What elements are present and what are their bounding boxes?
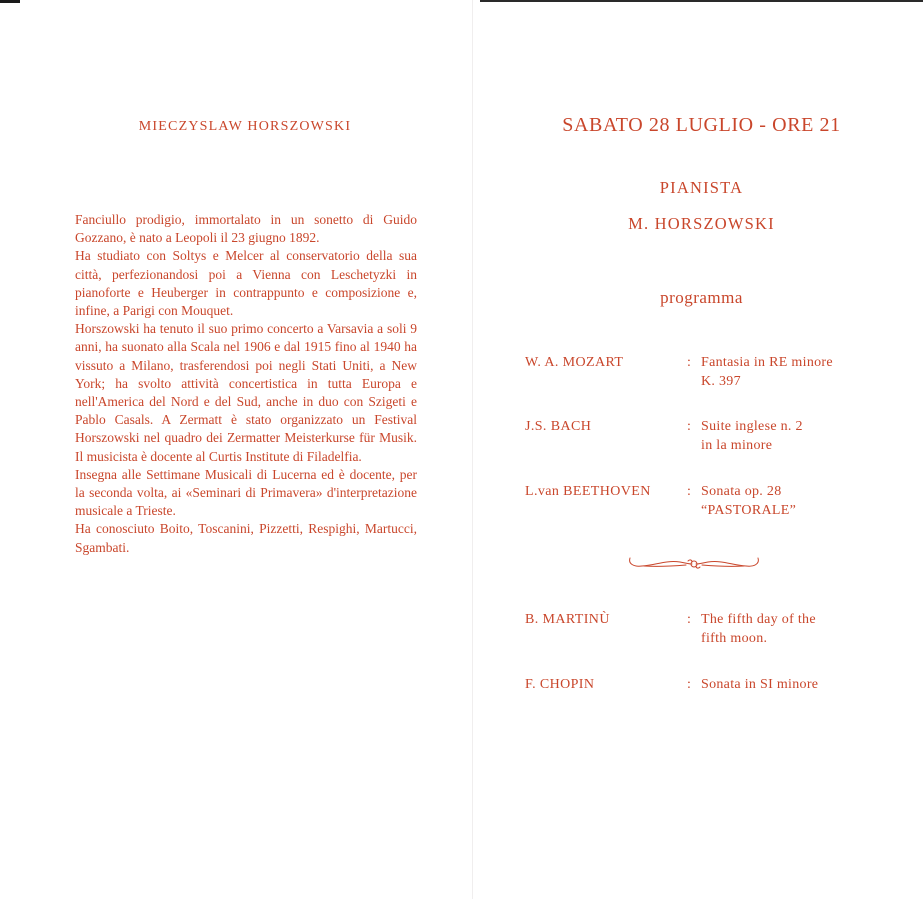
work-line: fifth moon. bbox=[701, 630, 768, 646]
separator: : bbox=[687, 677, 691, 692]
composer-name: B. MARTINÙ bbox=[525, 612, 610, 627]
separator: : bbox=[687, 355, 691, 370]
bio-paragraph: Fanciullo prodigio, immortalato in un sonetto di Guido Gozzano, è nato a Leopoli il 23 giugno 1892. bbox=[75, 212, 417, 246]
page-edge-shadow bbox=[480, 0, 923, 2]
separator: : bbox=[687, 612, 691, 627]
performer-role: PIANISTA bbox=[659, 178, 744, 197]
work-title bbox=[701, 418, 803, 455]
bio-paragraph: Insegna alle Settimane Musicali di Lucerna ed è docente, per la seconda volta, ai «Seminari di Primavera» d'interpretazione musicale a Trieste. bbox=[75, 466, 417, 519]
separator: : bbox=[687, 419, 691, 434]
work-title bbox=[701, 483, 796, 520]
work-title bbox=[701, 676, 818, 695]
work-line: Sonata op. 28 bbox=[701, 484, 782, 499]
work-line: Sonata in SI minore bbox=[701, 677, 819, 692]
work-line: Suite inglese n. 2 bbox=[701, 419, 803, 434]
work-line: Fantasia in RE minore bbox=[701, 355, 833, 370]
bio-paragraph: Ha conosciuto Boito, Toscanini, Pizzetti, Respighi, Martucci, Sgambati. bbox=[75, 521, 417, 555]
work-line: in la minore bbox=[701, 437, 773, 453]
work-line: K. 397 bbox=[701, 373, 741, 389]
separator: : bbox=[687, 484, 691, 499]
biography-text bbox=[75, 211, 417, 557]
work-title bbox=[701, 354, 833, 391]
program-heading: programma bbox=[660, 288, 743, 307]
composer-name: W. A. MOZART bbox=[525, 355, 624, 370]
work-line: “PASTORALE” bbox=[701, 502, 797, 518]
work-line: The fifth day of the bbox=[701, 612, 816, 627]
composer-name: L.van BEETHOVEN bbox=[525, 484, 651, 499]
composer-name: F. CHOPIN bbox=[525, 677, 595, 692]
flourish-divider-icon bbox=[626, 554, 762, 574]
page-edge-mark bbox=[0, 0, 20, 3]
work-title bbox=[701, 611, 816, 648]
bio-paragraph: Horszowski ha tenuto il suo primo concerto a Varsavia a soli 9 anni, ha suonato alla Scala nel 1906 e dal 1915 fino al 1940 ha vissuto a Milano, trasferendosi poi negli Stati Uniti, a New York; ha svolto attività concertistica in tutta Europa e nell'America del Nord e del Sud, anche in duo con Szigeti e Pablo Casals. A Zermatt è stato organizzato un Festival Horszowski nel quadro dei Zermatter Meisterkurse für Musik. Il musicista è docente al Curtis Institute di Filadelfia. bbox=[75, 321, 417, 464]
bio-paragraph: Ha studiato con Soltys e Melcer al conservatorio della sua città, perfezionandosi poi a Vienna con Leschetyzki in pianoforte e Heuberger in contrappunto e composizione e, infine, a Parigi con Mouquet. bbox=[75, 248, 417, 319]
concert-date: SABATO 28 LUGLIO - ORE 21 bbox=[562, 114, 841, 136]
biography-title: MIECZYSLAW HORSZOWSKI bbox=[138, 119, 352, 134]
performer-name: M. HORSZOWSKI bbox=[628, 214, 775, 233]
composer-name: J.S. BACH bbox=[525, 419, 592, 434]
